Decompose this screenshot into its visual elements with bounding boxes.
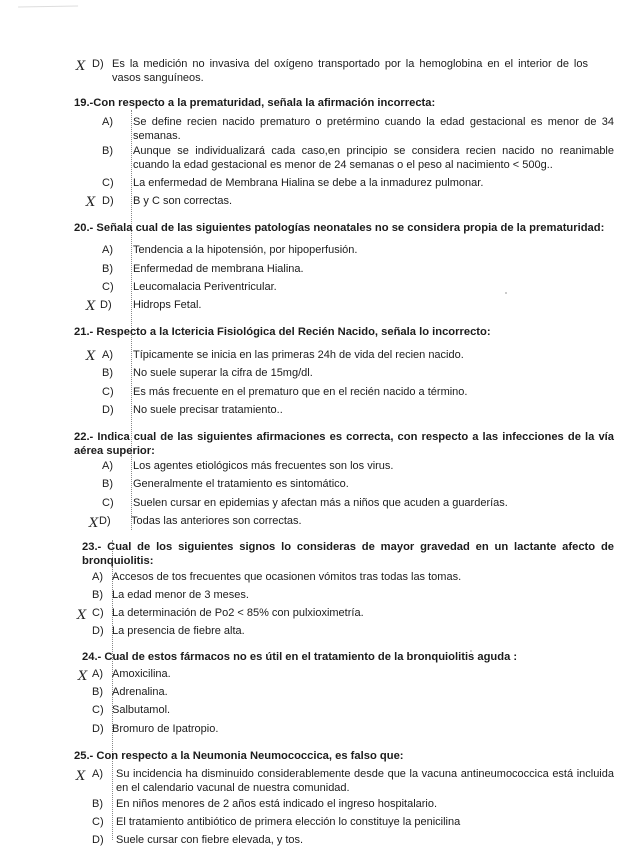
option-text: Hidrops Fetal. (133, 299, 202, 311)
option-text: No suele superar la cifra de 15mg/dl. (133, 367, 313, 379)
option-letter: D) (92, 625, 104, 637)
option-letter: B) (102, 263, 113, 275)
option-letter: C) (102, 281, 114, 293)
option-text: Suelen cursar en epidemias y afectan más a niños que acuden a guarderías. (133, 497, 508, 509)
option-letter: A) (92, 571, 103, 583)
q24-option-d[interactable] (0, 723, 619, 737)
option-text: Los agentes etiológicos más frecuentes son los virus. (133, 460, 394, 472)
option-letter: D) (102, 195, 114, 207)
q23-option-b[interactable] (0, 589, 619, 603)
option-letter: B) (92, 798, 103, 810)
option-text: Leucomalacia Periventricular. (133, 281, 277, 293)
option-text: Enfermedad de membrana Hialina. (133, 263, 304, 275)
option-text: Típicamente se inicia en las primeras 24h de vida del recien nacido. (133, 349, 464, 361)
q19-option-d[interactable] (0, 195, 619, 209)
option-text: Accesos de tos frecuentes que ocasionen vómitos tras todas las tomas. (112, 571, 462, 583)
option-letter: C) (102, 497, 114, 509)
answer-mark: X (86, 349, 96, 364)
q19-option-c[interactable] (0, 177, 619, 191)
q25-option-d[interactable] (0, 834, 619, 848)
q23-option-c[interactable] (0, 607, 619, 621)
q21-option-d[interactable] (0, 404, 619, 418)
option-letter: C) (92, 607, 104, 619)
q24-option-b[interactable] (0, 686, 619, 700)
option-letter: A) (92, 668, 103, 680)
page-edge (18, 0, 78, 8)
q22-option-b[interactable] (0, 478, 619, 492)
option-text: Aunque se individualizará cada caso,en principio se considera recien nacido no reanimable cuando la edad gestacional es menor de 24 semanas o el peso al nacimiento < 500g.. (133, 145, 614, 171)
option-text: Amoxicilina. (112, 668, 171, 680)
option-text: Es la medición no invasiva del oxígeno transportado por la hemoglobina en el interior de los vasos sanguíneos. (112, 58, 588, 84)
q20-option-b[interactable] (0, 263, 619, 277)
option-letter: D) (92, 58, 104, 70)
option-letter: D) (102, 404, 114, 416)
option-letter: B) (92, 589, 103, 601)
option-letter: A) (102, 349, 113, 361)
answer-mark: X (86, 299, 96, 314)
question-23-title: 23.- Cual de los siguientes signos lo consideras de mayor gravedad en un lactante afecto de bronquiolitis: (82, 541, 614, 567)
q19-option-a[interactable] (0, 116, 619, 144)
q20-option-a[interactable] (0, 244, 619, 258)
q24-option-c[interactable] (0, 704, 619, 718)
question-25-title: 25.- Con respecto a la Neumonia Neumococcica, es falso que: (74, 750, 404, 762)
q23-option-a[interactable] (0, 571, 619, 585)
answer-mark: X (77, 608, 87, 623)
option-letter: B) (102, 478, 113, 490)
option-letter: C) (102, 177, 114, 189)
q21-option-b[interactable] (0, 367, 619, 381)
option-text: No suele precisar tratamiento.. (133, 404, 283, 416)
option-text: La edad menor de 3 meses. (112, 589, 249, 601)
question-24-title: 24.- Cual de estos fármacos no es útil en el tratamiento de la bronquiolitis aguda : (82, 651, 518, 663)
q21-option-a[interactable] (0, 349, 619, 363)
q24-option-a[interactable] (0, 668, 619, 682)
option-letter: C) (92, 816, 104, 828)
answer-mark: X (76, 59, 86, 74)
question-20-title: 20.- Señala cual de las siguientes patologías neonatales no se considera propia de la prematuridad: (74, 222, 605, 234)
option-text: Es más frecuente en el prematuro que en el recién nacido a término. (133, 386, 468, 398)
q20-option-c[interactable] (0, 281, 619, 295)
answer-mark: X (78, 669, 88, 684)
q22-option-c[interactable] (0, 497, 619, 511)
q22-option-d[interactable] (0, 515, 619, 529)
option-d-previous[interactable] (0, 58, 619, 86)
question-22-title: 22.- Indica cual de las siguientes afirmaciones es correcta, con respecto a las infecciones de la vía aérea superior: (74, 431, 614, 457)
option-text: Todas las anteriores son correctas. (131, 515, 302, 527)
q22-option-a[interactable] (0, 460, 619, 474)
q23-option-d[interactable] (0, 625, 619, 639)
option-letter: D) (92, 834, 104, 846)
answer-mark: X (89, 516, 99, 531)
option-letter: A) (102, 116, 113, 128)
option-text: La presencia de fiebre alta. (112, 625, 245, 637)
answer-mark: X (86, 195, 96, 210)
option-text: La determinación de Po2 < 85% con pulxioximetría. (112, 607, 364, 619)
option-letter: A) (102, 244, 113, 256)
option-letter: D) (100, 299, 112, 311)
option-text: Su incidencia ha disminuido considerablemente desde que la vacuna antineumococcica está incluida en el calendario vacunal de nuestra comunidad. (116, 768, 614, 794)
option-text: En niños menores de 2 años está indicado el ingreso hospitalario. (116, 798, 438, 810)
q20-option-d[interactable] (0, 299, 619, 313)
option-letter: B) (102, 367, 113, 379)
option-text: Salbutamol. (112, 704, 171, 716)
option-text: Generalmente el tratamiento es sintomático. (133, 478, 349, 490)
option-text: Suele cursar con fiebre elevada, y tos. (116, 834, 304, 846)
option-text: El tratamiento antibiótico de primera elección lo constituye la penicilina (116, 816, 461, 828)
answer-mark: X (76, 769, 86, 784)
option-text: Adrenalina. (112, 686, 168, 698)
option-letter: A) (92, 768, 103, 780)
option-text: Se define recien nacido prematuro o pretérmino cuando la edad gestacional es menor de 34 semanas. (133, 116, 614, 142)
option-letter: B) (92, 686, 103, 698)
question-19-title: 19.-Con respecto a la prematuridad, señala la afirmación incorrecta: (74, 97, 436, 109)
q21-option-c[interactable] (0, 386, 619, 400)
option-text: La enfermedad de Membrana Hialina se debe a la inmadurez pulmonar. (133, 177, 484, 189)
option-letter: D) (92, 723, 104, 735)
option-letter: B) (102, 145, 113, 157)
option-letter: C) (92, 704, 104, 716)
option-letter: A) (102, 460, 113, 472)
option-text: B y C son correctas. (133, 195, 233, 207)
option-text: Tendencia a la hipotensión, por hipoperfusión. (133, 244, 358, 256)
q19-option-b[interactable] (0, 145, 619, 173)
question-21-title: 21.- Respecto a la Ictericia Fisiológica del Recién Nacido, señala lo incorrecto: (74, 326, 491, 338)
option-letter: C) (102, 386, 114, 398)
q25-option-c[interactable] (0, 816, 619, 830)
option-text: Bromuro de Ipatropio. (112, 723, 219, 735)
option-letter: D) (99, 515, 111, 527)
q25-option-a[interactable] (0, 768, 619, 796)
q25-option-b[interactable] (0, 798, 619, 812)
